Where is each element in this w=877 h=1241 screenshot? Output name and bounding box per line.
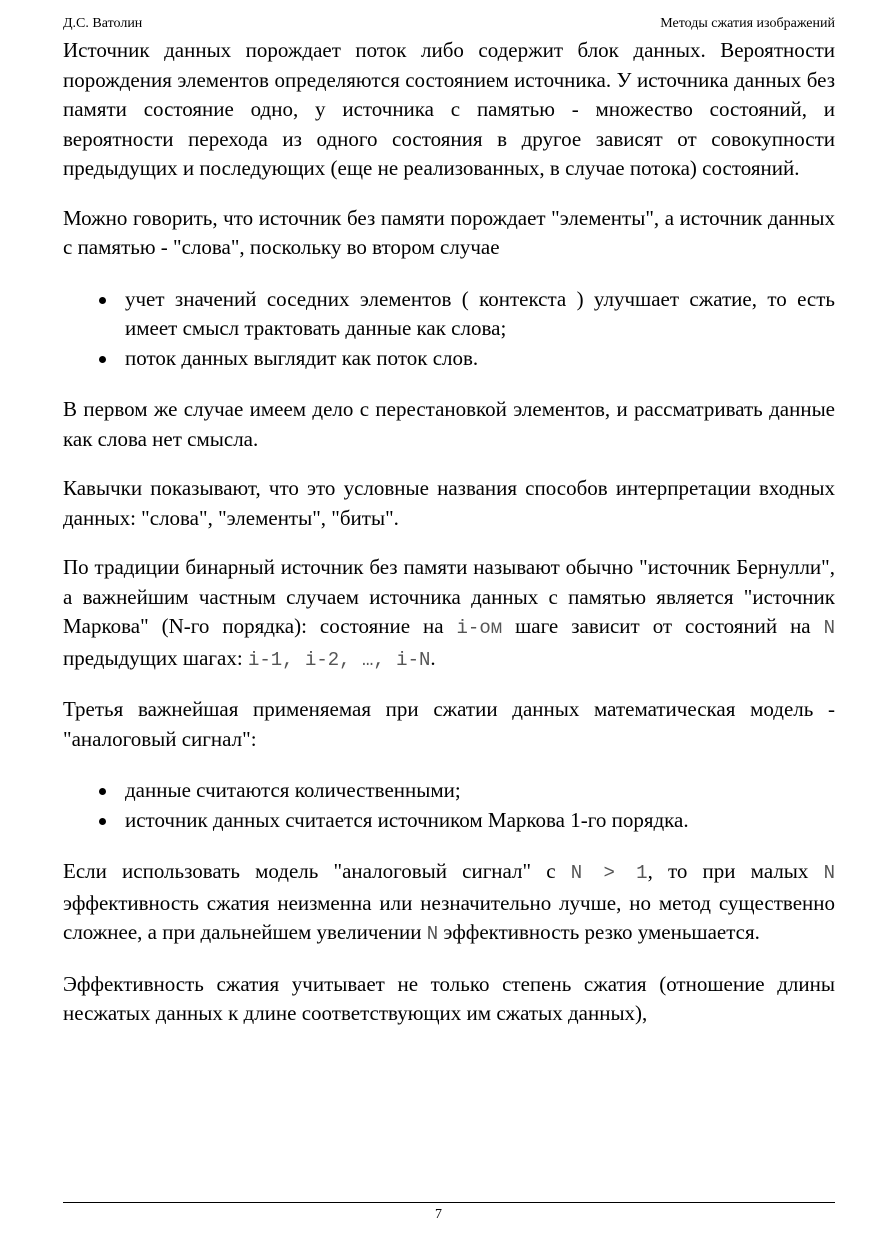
- paragraph-5-text-3: предыдущих шагах:: [63, 645, 248, 670]
- bullet-icon: [99, 788, 106, 795]
- paragraph-5-text-1: По традиции бинарный источник без памяти называют обычно "источник Бернулли", а важнейшим частным случаем источника данных с памятью является "источник Маркова" (N-го порядка): состояние на: [63, 555, 835, 638]
- paragraph-4: Кавычки показывают, что это условные названия способов интерпретации входных данных: "слова", "элементы", "биты".: [63, 476, 835, 530]
- paragraph-7-text-2: , то при малых: [647, 859, 824, 883]
- bullet-icon: [99, 297, 106, 304]
- list-item: [63, 806, 835, 836]
- paragraph-5-text-4: .: [430, 645, 436, 670]
- list-item: [63, 285, 835, 344]
- bullet-list-1: [63, 285, 835, 374]
- paragraph-7-text-1: Если использовать модель "аналоговый сигнал" с: [63, 859, 571, 883]
- page-number: 7: [435, 1207, 442, 1222]
- bullet-icon: [99, 818, 106, 825]
- code-n: N: [823, 617, 835, 639]
- page-content: [63, 36, 835, 1049]
- code-i-om: i-ом: [456, 617, 503, 639]
- list-item-text: поток данных выглядит как поток слов.: [125, 345, 479, 370]
- paragraph-3: В первом же случае имеем дело с перестановкой элементов, и рассматривать данные как слова нет смысла.: [63, 397, 835, 451]
- header-title: Методы сжатия изображений: [660, 16, 835, 31]
- paragraph-5-text-2: шаге зависит от состояний на: [502, 614, 824, 638]
- list-item: [63, 776, 835, 806]
- paragraph-1: Источник данных порождает поток либо содержит блок данных. Вероятности порождения элементов определяются состоянием источника. У источника данных без памяти состояние одно, у источника с памятью - множество состояний, и вероятности перехода из одного состояния в другое зависят от совокупности предыдущих и последующих (еще не реализованных, в случае потока) состояний.: [63, 38, 835, 180]
- list-item-text: учет значений соседних элементов ( контекста ) улучшает сжатие, то есть имеет смысл трактовать данные как слова;: [125, 286, 835, 340]
- paragraph-5: [63, 553, 835, 675]
- code-n: N: [426, 923, 439, 945]
- bullet-list-2: [63, 776, 835, 835]
- footer-divider: [63, 1202, 835, 1203]
- code-n-greater-1: N > 1: [570, 862, 648, 884]
- code-state-sequence: i-1, i-2, …, i-N: [247, 648, 431, 671]
- paragraph-7-text-4: эффективность резко уменьшается.: [438, 920, 760, 944]
- list-item: [63, 344, 835, 374]
- bullet-icon: [99, 356, 106, 363]
- paragraph-6: Третья важнейшая применяемая при сжатии данных математическая модель - "аналоговый сигнал":: [63, 697, 835, 751]
- paragraph-8: Эффективность сжатия учитывает не только степень сжатия (отношение длины несжатых данных к длине соответствующих им сжатых данных),: [63, 971, 835, 1025]
- list-item-text: источник данных считается источником Маркова 1-го порядка.: [125, 807, 689, 832]
- list-item-text: данные считаются количественными;: [125, 778, 461, 802]
- paragraph-2: Можно говорить, что источник без памяти порождает "элементы", а источник данных с памятью - "слова", поскольку во втором случае: [63, 205, 835, 259]
- header-author: Д.С. Ватолин: [63, 16, 143, 31]
- paragraph-7: [63, 857, 835, 950]
- paragraph-7-text-3: эффективность сжатия неизменна или незначительно лучше, но метод существенно сложнее, а при дальнейшем увеличении: [63, 890, 835, 944]
- code-n: N: [823, 862, 835, 884]
- page-header: [63, 15, 835, 33]
